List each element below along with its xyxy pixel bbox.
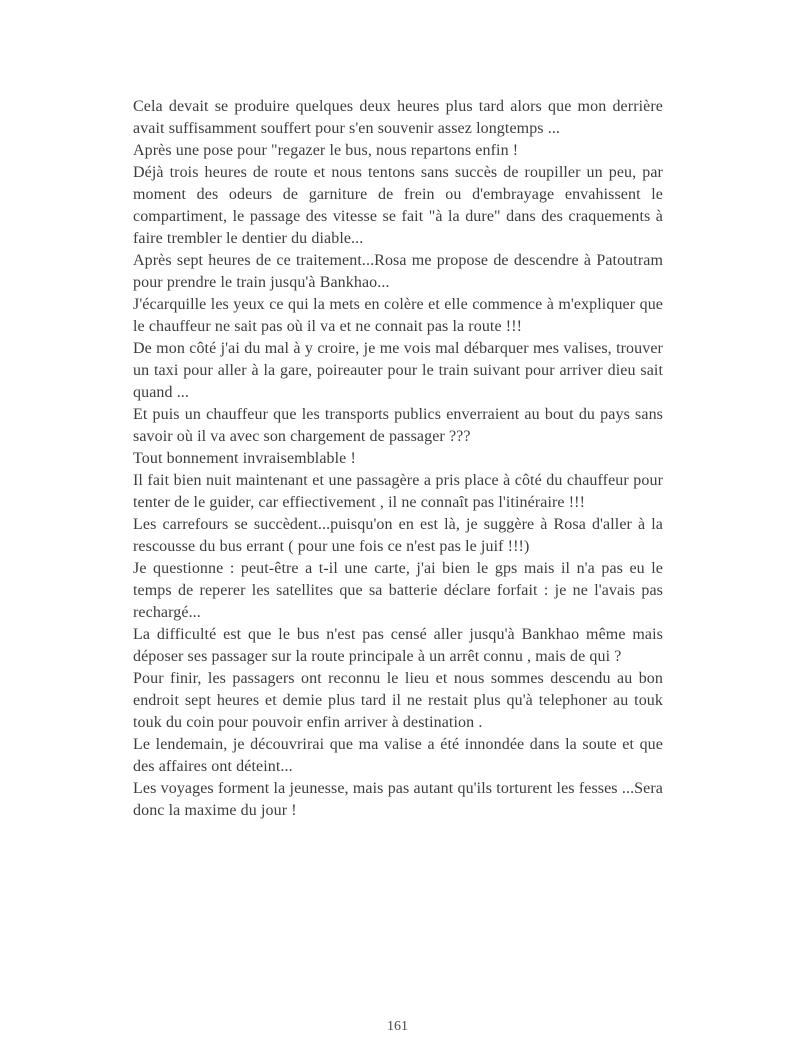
paragraph: Après sept heures de ce traitement...Rosa me propose de descendre à Patoutram pour prendre le train jusqu'à Bankhao... (133, 252, 663, 291)
paragraph: Le lendemain, je découvrirai que ma valise a été innondée dans la soute et que des affaires ont déteint... (133, 736, 663, 775)
paragraph: Je questionne : peut-être a t-il une carte, j'ai bien le gps mais il n'a pas eu le temps de reperer les satellites que sa batterie déclare forfait : je ne l'avais pas rechargé... (133, 560, 663, 621)
paragraph: J'écarquille les yeux ce qui la mets en colère et elle commence à m'expliquer que le chauffeur ne sait pas où il va et ne connait pas la route !!! (133, 296, 663, 335)
paragraph: Déjà trois heures de route et nous tentons sans succès de roupiller un peu, par moment des odeurs de garniture de frein ou d'embrayage envahissent le compartiment, le passage des vitesse se fait "à la dure" dans des craquements à faire trembler le dentier du diable... (133, 164, 663, 247)
page-number: 161 (387, 1019, 408, 1034)
paragraph: Il fait bien nuit maintenant et une passagère a pris place à côté du chauffeur pour tenter de le guider, car effiectivement , il ne connaît pas l'itinéraire !!! (133, 472, 663, 511)
paragraph: Cela devait se produire quelques deux heures plus tard alors que mon derrière avait suffisamment souffert pour s'en souvenir assez longtemps ... (133, 98, 663, 137)
paragraph: Pour finir, les passagers ont reconnu le lieu et nous sommes descendu au bon endroit sept heures et demie plus tard il ne restait plus qu'à telephoner au touk touk du coin pour pouvoir enfin arriver à destination . (133, 670, 663, 731)
paragraph: Les carrefours se succèdent...puisqu'on en est là, je suggère à Rosa d'aller à la rescousse du bus errant ( pour une fois ce n'est pas le juif !!!) (133, 516, 663, 555)
paragraph: Et puis un chauffeur que les transports publics enverraient au bout du pays sans savoir où il va avec son chargement de passager ??? (133, 406, 663, 445)
paragraph: De mon côté j'ai du mal à y croire, je me vois mal débarquer mes valises, trouver un taxi pour aller à la gare, poireauter pour le train suivant pour arriver dieu sait quand ... (133, 340, 663, 401)
page-text-block (133, 96, 663, 822)
paragraph: Tout bonnement invraisemblable ! (133, 450, 356, 467)
paragraph: Après une pose pour "regazer le bus, nous repartons enfin ! (133, 142, 519, 159)
paragraph: Les voyages forment la jeunesse, mais pas autant qu'ils torturent les fesses ...Sera donc la maxime du jour ! (133, 780, 663, 819)
paragraph: La difficulté est que le bus n'est pas censé aller jusqu'à Bankhao même mais déposer ses passager sur la route principale à un arrêt connu , mais de qui ? (133, 626, 663, 665)
